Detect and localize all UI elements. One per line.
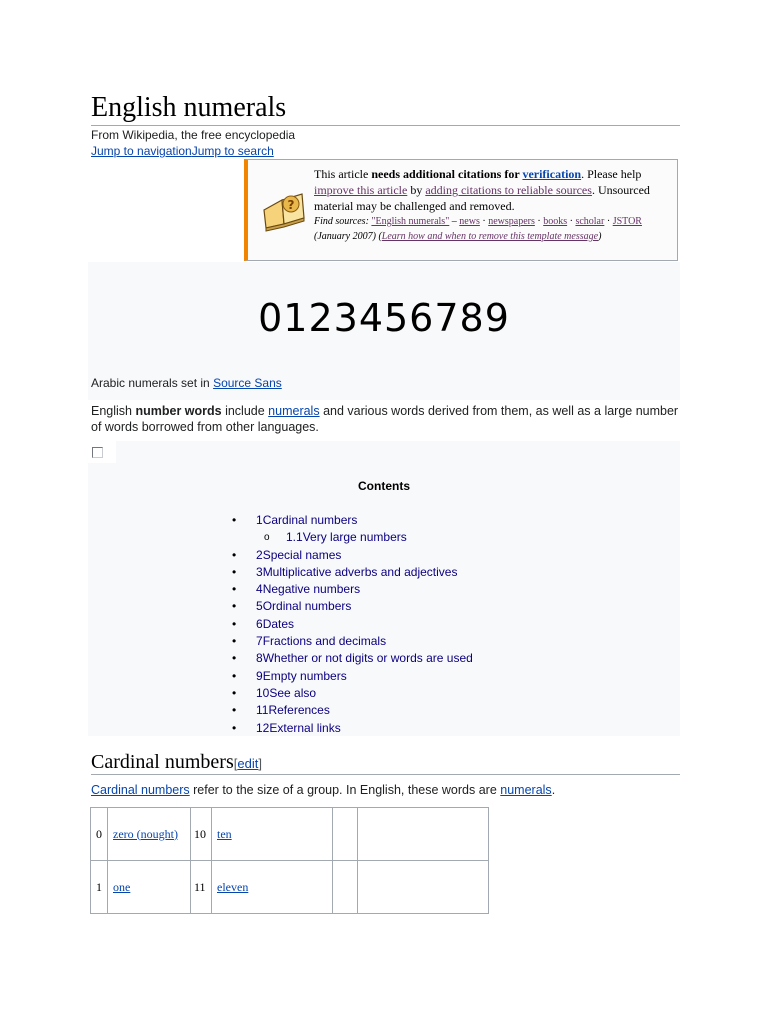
toc-label: Fractions and decimals [262,634,387,649]
number-word-link[interactable]: zero (nought) [113,826,178,841]
table-cell [358,861,489,914]
table-row [91,861,489,914]
toc-number: 12 [256,720,270,735]
toc-item [228,529,680,546]
toc-link[interactable] [256,651,473,665]
find-sources-line [314,214,670,244]
toc-label: External links [269,720,341,735]
separator: · [479,216,489,227]
figure-caption [91,376,282,390]
toc-label: Multiplicative adverbs and adjectives [262,564,458,579]
table-of-contents [88,441,680,736]
intro-text: include [221,404,269,418]
toc-link[interactable] [256,686,316,700]
toc-label: Special names [262,547,342,562]
toc-link[interactable] [256,617,294,631]
jump-to-navigation-link[interactable]: Jump to navigation [91,144,192,158]
notice-text: This article [314,167,372,181]
scholar-link[interactable]: scholar [575,216,605,227]
toc-number: 3 [256,564,263,579]
toc-number: 5 [256,599,263,614]
notice-text: by [407,183,426,197]
separator: – [449,216,460,227]
table-cell: 11 [191,861,212,914]
page-title: English numerals [91,92,287,123]
table-cell: 0 [91,808,108,861]
citation-notice-box [244,159,678,261]
toc-link[interactable] [256,548,341,562]
section-heading-text: Cardinal numbers [91,751,234,773]
caption-text: Arabic numerals set in [91,376,214,390]
toc-link[interactable] [256,565,457,579]
notice-bold-text: needs additional citations for [371,167,523,181]
toc-link[interactable] [256,513,357,527]
table-row [91,808,489,861]
toc-label: Ordinal numbers [262,599,352,614]
toc-item [228,512,680,529]
toc-number: 9 [256,668,263,683]
toc-number: 8 [256,651,263,666]
news-link[interactable]: news [459,216,480,227]
table-cell [333,861,358,914]
table-cell [333,808,358,861]
separator: · [567,216,576,227]
numerals-link[interactable]: numerals [500,783,552,797]
toc-number: 4 [256,582,263,597]
numerals-figure [88,262,680,400]
cardinal-numbers-table [90,807,489,914]
toc-label: Very large numbers [302,530,407,545]
separator: · [534,216,544,227]
numerals-image: 0123456789 [258,296,510,340]
jstor-link[interactable]: JSTOR [612,216,642,227]
intro-paragraph [91,403,680,435]
toc-label: Whether or not digits or words are used [262,651,473,666]
toc-link[interactable] [256,599,351,613]
numerals-link[interactable]: numerals [268,404,320,418]
improve-article-link[interactable]: improve this article [314,183,408,197]
books-link[interactable]: books [543,216,568,227]
adding-citations-link[interactable]: adding citations to reliable sources [425,183,592,197]
bracket: ] [258,756,262,771]
svg-text:?: ? [287,198,295,212]
notice-text: . Please help [581,167,642,181]
toc-item [228,685,680,702]
checkbox-icon [92,447,103,458]
section-heading [91,750,262,776]
toc-item [228,564,680,581]
table-cell: 10 [191,808,212,861]
toc-item [228,616,680,633]
jump-to-search-link[interactable]: Jump to search [191,144,274,158]
intro-text: English [91,404,136,418]
toc-item [228,720,680,737]
section-paragraph [91,783,555,797]
toc-number: 7 [256,634,263,649]
jump-links [91,144,274,158]
notice-date: (January 2007) [314,231,376,242]
learn-more-link[interactable]: Learn how and when to remove this template message [381,231,599,242]
verification-link[interactable]: verification [522,167,582,181]
edit-section-link[interactable]: edit [237,756,259,771]
table-cell: 1 [91,861,108,914]
notice-text: . Unsourced material may be challenged and removed. [314,183,650,213]
paren: ) [598,231,602,242]
book-question-icon [260,188,308,232]
toc-link[interactable] [256,582,360,596]
toc-label: Cardinal numbers [262,513,358,527]
section-divider [91,774,680,775]
table-cell [358,808,489,861]
edit-section [234,756,262,771]
table-cell [108,861,191,914]
toc-number: 1.1 [286,530,303,545]
toc-list [228,512,680,737]
separator: · [604,216,613,227]
toc-number: 6 [256,616,263,631]
toc-link[interactable] [256,721,341,735]
toc-label: Negative numbers [262,582,361,597]
number-word-link[interactable]: ten [217,826,232,841]
bracket: [ [233,756,238,771]
newspapers-link[interactable]: newspapers [488,216,535,227]
toc-number: 2 [256,547,263,562]
section-text: refer to the size of a group. In English, these words are [189,783,501,797]
toc-number: 10 [256,685,270,700]
toc-link[interactable] [256,669,347,683]
intro-text: and various words derived from them, as well as a large number of words borrowed from other languages. [91,404,679,434]
toc-item [228,547,680,564]
toc-link[interactable] [256,634,386,648]
section-text: . [551,783,556,797]
toc-number: 11 [256,703,269,718]
title-divider [91,125,680,126]
toc-number: 1 [256,513,263,527]
toc-item [228,650,680,667]
table-cell [212,861,333,914]
site-tagline: From Wikipedia, the free encyclopedia [91,128,296,142]
intro-bold: number words [135,404,222,418]
find-sources-label: Find sources: [314,216,369,227]
toc-link[interactable] [286,530,407,544]
toc-item [228,581,680,598]
table-cell [212,808,333,861]
toc-link[interactable] [256,703,330,717]
source-sans-link[interactable]: Source Sans [213,376,282,390]
toc-item [228,598,680,615]
number-word-link[interactable]: one [113,879,131,894]
table-cell [108,808,191,861]
toc-label: References [268,703,330,718]
toc-item [228,633,680,650]
toc-label: Dates [262,616,295,631]
toc-item [228,668,680,685]
paren: ( [378,231,382,242]
toc-label: See also [269,685,317,700]
toc-label: Empty numbers [262,668,347,683]
search-english-numerals-link[interactable]: "English numerals" [371,216,450,227]
toc-toggle-checkbox[interactable] [88,441,116,463]
toc-item [228,702,680,719]
cardinal-numbers-link[interactable]: Cardinal numbers [91,783,190,797]
number-word-link[interactable]: eleven [217,879,249,894]
citation-notice-text [314,166,670,244]
toc-title: Contents [358,479,410,493]
